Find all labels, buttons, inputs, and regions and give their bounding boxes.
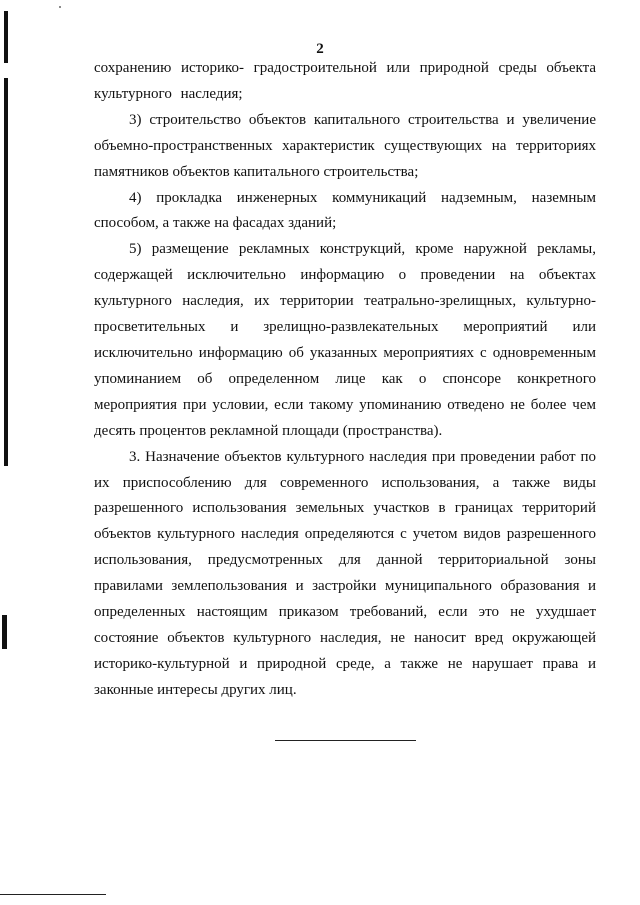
page-number: 2 — [316, 41, 324, 57]
footer-rule — [0, 894, 106, 895]
closing-rule — [275, 740, 416, 741]
scan-edge-mark — [2, 615, 7, 649]
paragraph-item-4: 4) прокладка инженерных коммуникаций надземным, наземным способом, а также на фасадах зданий; — [94, 189, 596, 232]
scan-speck — [59, 6, 61, 8]
paragraph-continuation: сохранению историко- градостроительной или природной среды объекта культурного наследия; — [94, 60, 596, 102]
paragraph-item-3: 3) строительство объектов капитального строительства и увеличение объемно-пространственных характеристик существующих на территориях памятников объектов капитального строительства; — [94, 111, 596, 180]
document-body — [94, 56, 596, 704]
scan-edge-mark — [4, 11, 8, 63]
scan-edge-mark — [4, 78, 8, 466]
paragraph-section-3: 3. Назначение объектов культурного наследия при проведении работ по их приспособлению для современного использования, а также виды разрешенного использования земельных участков в границах территорий объектов культурного наследия определяются с учетом видов разрешенного использования, предусмотренных для данной территориальной зоны правилами землепользования и застройки муниципального образования и определенных настоящим приказом требований, если это не ухудшает состояние объектов культурного наследия, не наносит вред окружающей историко-культурной и природной среде, а также не нарушает права и законные интересы других лиц. — [94, 448, 596, 698]
paragraph-item-5: 5) размещение рекламных конструкций, кроме наружной рекламы, содержащей исключительно информацию о проведении на объектах культурного наследия, их территории театрально-зрелищных, культурно-просветительных и зрелищно-развлекательных мероприятий или исключительно информацию об указанных мероприятиях с одновременным упоминанием об определенном лице как о спонсоре конкретного мероприятия при условии, если такому упоминанию отведено не более чем десять процентов рекламной площади (пространства). — [94, 241, 596, 439]
